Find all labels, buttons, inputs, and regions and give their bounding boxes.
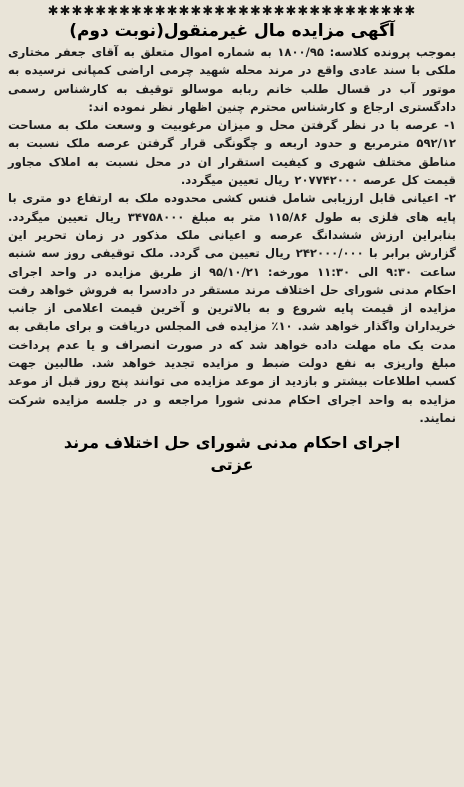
signature-org: اجرای احکام مدنی شورای حل اختلاف مرند bbox=[63, 433, 401, 453]
star-border-top: ✱✱✱✱✱✱✱✱✱✱✱✱✱✱✱✱✱✱✱✱✱✱✱✱✱✱✱✱✱✱✱ bbox=[47, 5, 417, 19]
notice-paragraph: بموجب پرونده کلاسه: ۱۸۰۰/۹۵ به شماره اموال متعلق به آقای جعفر مختاری ملکی با سند عادی واقع در مرند محله شهید چرمی اراضی کمپانی نرسیده به موتور آب در قسال طلب خانم ربابه موسالو توقیف به کارشناس رسمی دادگستری ارجاع و کارشناس محترم چنین اظهار نظر نموده اند: bbox=[8, 45, 456, 114]
signature-name: عزتی bbox=[210, 455, 254, 475]
notice-body bbox=[8, 43, 456, 427]
notice-title: آگهی مزایده مال غیرمنقول(نوبت دوم) bbox=[69, 21, 395, 41]
notice-paragraph: ۲- اعیانی قابل ارزیابی شامل فنس کشی محدوده ملک به ارتفاع دو متری با پایه های فلزی به طول ۱۱۵/۸۶ متر به مبلغ ۳۴۷۵۸۰۰۰ ریال تعیین میگردد. بنابراین ارزش ششدانگ عرصه و اعیانی ملک مذکور در زمان تحریر این گزارش برابر با ۲۴۲۰۰۰/۰۰۰ ریال تعیین می گردد. ملک توقیفی روز سه شنبه ساعت ۹:۳۰ الی ۱۱:۳۰ مورخه: ۹۵/۱۰/۲۱ از طریق مزایده در واحد اجرای احکام مدنی شورای حل اختلاف مرند مستقر در دادسرا به فروش خواهد رفت مزایده از قیمت پایه شروع و به بالاترین و آخرین قیمت اعلامی از جانب خریداران واگذار خواهد شد. ۱۰٪ مزایده فی المجلس دریافت و برای مابقی به مدت یک ماه مهلت داده خواهد شد که در صورت انصراف و یا عدم پرداخت مبلغ واریزی به نفع دولت ضبط و مزایده تجدید خواهد شد. طالبین جهت کسب اطلاعات بیشتر و بازدید از موعد مزایده می توانند پنج روز قبل از موعد مزایده به واحد اجرای احکام مدنی شورا مراجعه و در جلسه مزایده شرکت نمایند. bbox=[8, 191, 457, 425]
notice-paragraph: ۱- عرصه با در نظر گرفتن محل و میزان مرغوبیت و وسعت ملک به مساحت ۵۹۲/۱۲ مترمربع و حدود اربعه و چگونگی قرار گرفتن عرصه ملک نسبت به مناطق مختلف شهری و کیفیت استقرار ان در محل نسبت به املاک مجاور قیمت کل عرصه ۲۰۷۷۴۲۰۰۰ ریال تعیین میگردد. bbox=[8, 118, 456, 188]
